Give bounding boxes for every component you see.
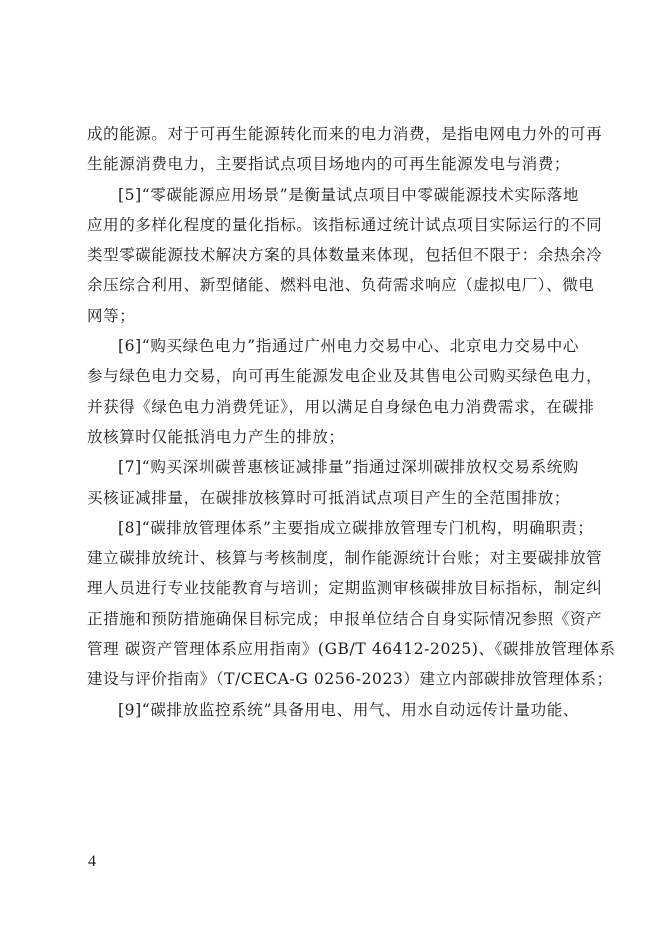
- text-line: 管理 碳资产管理体系应用指南》(GB/T 46412-2025)、《碳排放管理体系: [87, 640, 616, 659]
- text-line: 生能源消费电力，主要指试点项目场地内的可再生能源发电与消费；: [87, 155, 571, 174]
- text-line: 类型零碳能源技术解决方案的具体数量来体现，包括但不限于：余热余冷: [87, 246, 603, 265]
- text-line: 成的能源。对于可再生能源转化而来的电力消费，是指电网电力外的可再: [87, 125, 603, 143]
- text-line: 建立碳排放统计、核算与考核制度，制作能源统计台账；对主要碳排放管: [87, 549, 603, 568]
- text-line: 放核算时仅能抵消电力产生的排放；: [87, 427, 345, 446]
- text-line: [9]“碳排放监控系统”具备用电、用气、用水自动远传计量功能、: [118, 700, 579, 719]
- text-line: 理人员进行专业技能教育与培训；定期监测审核碳排放目标指标，制定纠: [87, 579, 603, 598]
- text-line: 网等；: [87, 306, 136, 325]
- text-line: 余压综合利用、新型储能、燃料电池、负荷需求响应（虚拟电厂）、微电: [87, 276, 595, 295]
- text-line: 建设与评价指南》（T/CECA-G 0256-2023）建立内部碳排放管理体系；: [87, 670, 613, 689]
- text-line: [5]“零碳能源应用场景”是衡量试点项目中零碳能源技术实际落地: [118, 185, 579, 204]
- text-line: [8]“碳排放管理体系”主要指成立碳排放管理专门机构，明确职责；: [118, 518, 594, 537]
- text-line: 正措施和预防措施确保目标完成；申报单位结合自身实际情况参照《资产: [87, 609, 603, 628]
- page-number: 4: [88, 853, 96, 870]
- text-line: [7]“购买深圳碳普惠核证减排量”指通过深圳碳排放权交易系统购: [118, 458, 579, 477]
- text-line: [6]“购买绿色电力”指通过广州电力交易中心、北京电力交易中心: [118, 337, 579, 356]
- text-line: 并获得《绿色电力消费凭证》，用以满足自身绿色电力消费需求，在碳排: [87, 397, 595, 416]
- text-line: 买核证减排量，在碳排放核算时可抵消试点项目产生的全范围排放；: [87, 488, 571, 507]
- text-line: 参与绿色电力交易，向可再生能源发电企业及其售电公司购买绿色电力，: [87, 367, 603, 386]
- body-text: [87, 119, 616, 725]
- text-line: 应用的多样化程度的量化指标。该指标通过统计试点项目实际运行的不同: [87, 215, 603, 234]
